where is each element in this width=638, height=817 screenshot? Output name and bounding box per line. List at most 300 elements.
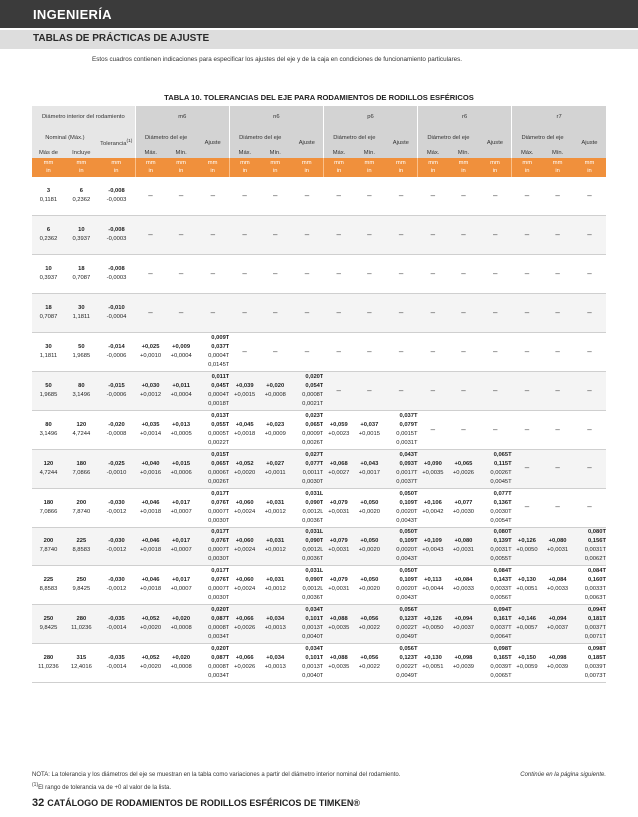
max-header: Máx.: [229, 148, 260, 158]
over-cell: 120 4,7244: [32, 449, 65, 488]
empty-cell: –: [573, 216, 606, 255]
fit-header: Ajuste: [385, 128, 418, 158]
shaft-max-cell: +0,046 +0,0018: [135, 488, 166, 527]
tolerance-cell: -0,010 -0,0004: [98, 294, 135, 333]
shaft-min-cell: +0,050 +0,0020: [354, 566, 385, 605]
shaft-min-cell: +0,031 +0,0012: [260, 527, 291, 566]
empty-cell: –: [323, 333, 354, 372]
over-cell: 10 0,3937: [32, 255, 65, 294]
shaft-min-cell: +0,037 +0,0015: [354, 410, 385, 449]
max-header: Máx.: [323, 148, 354, 158]
shaft-min-cell: +0,034 +0,0013: [260, 644, 291, 683]
empty-cell: –: [135, 177, 166, 216]
shaft-max-cell: +0,150 +0,0059: [512, 644, 543, 683]
unit-cell: mm in: [479, 158, 512, 177]
shaft-max-cell: +0,106 +0,0042: [418, 488, 449, 527]
group-header-n6: n6: [229, 106, 323, 128]
incl-cell: 6 0,2362: [65, 177, 98, 216]
empty-cell: –: [385, 216, 418, 255]
unit-cell: mm in: [512, 158, 543, 177]
incl-cell: 10 0,3937: [65, 216, 98, 255]
empty-cell: –: [196, 177, 229, 216]
fit-cell: 0,031L 0,090T 0,0012L 0,0036T: [291, 566, 324, 605]
unit-cell: mm in: [166, 158, 197, 177]
fit-cell: 0,043T 0,093T 0,0017T 0,0037T: [385, 449, 418, 488]
empty-cell: –: [479, 410, 512, 449]
over-cell: 280 11,0236: [32, 644, 65, 683]
shaft-max-cell: +0,079 +0,0031: [323, 566, 354, 605]
incl-cell: 280 11,0236: [65, 605, 98, 644]
over-cell: 225 8,8583: [32, 566, 65, 605]
fit-cell: 0,013T 0,055T 0,0005T 0,0022T: [196, 410, 229, 449]
empty-cell: –: [542, 255, 573, 294]
shaft-min-cell: +0,020 +0,0008: [166, 644, 197, 683]
shaft-max-cell: +0,030 +0,0012: [135, 371, 166, 410]
empty-cell: –: [512, 177, 543, 216]
fit-cell: 0,077T 0,136T 0,0030T 0,0054T: [479, 488, 512, 527]
incl-cell: 250 9,8425: [65, 566, 98, 605]
table-footnote: $^{(1)}$El rango de tolerancia va de +0 al valor de la lista.: [32, 782, 172, 791]
subsection-title: TABLAS DE PRÁCTICAS DE AJUSTE: [33, 33, 210, 44]
fit-cell: 0,056T 0,123T 0,0022T 0,0049T: [385, 644, 418, 683]
incl-cell: 180 7,0866: [65, 449, 98, 488]
empty-cell: –: [573, 410, 606, 449]
shaft-min-cell: +0,011 +0,0004: [166, 371, 197, 410]
empty-cell: –: [135, 294, 166, 333]
page-footer: [32, 797, 360, 809]
empty-cell: –: [418, 294, 449, 333]
empty-cell: –: [196, 255, 229, 294]
empty-cell: –: [573, 488, 606, 527]
empty-cell: –: [479, 371, 512, 410]
shaft-min-cell: +0,080 +0,0031: [448, 527, 479, 566]
shaft-min-cell: +0,031 +0,0012: [260, 488, 291, 527]
max-header: Máx.: [418, 148, 449, 158]
empty-cell: –: [385, 177, 418, 216]
table-body: [32, 177, 606, 683]
over-cell: 180 7,0866: [32, 488, 65, 527]
shaft-min-cell: +0,027 +0,0011: [260, 449, 291, 488]
empty-cell: –: [229, 333, 260, 372]
shaft-min-cell: +0,043 +0,0017: [354, 449, 385, 488]
shaft-max-cell: +0,052 +0,0020: [135, 605, 166, 644]
fit-cell: 0,094T 0,161T 0,0037T 0,0064T: [479, 605, 512, 644]
unit-cell: mm in: [229, 158, 260, 177]
empty-cell: –: [385, 371, 418, 410]
fit-cell: 0,031L 0,090T 0,0012L 0,0036T: [291, 527, 324, 566]
over-cell: 3 0,1181: [32, 177, 65, 216]
empty-cell: –: [448, 216, 479, 255]
tolerance-cell: -0,008 -0,0003: [98, 255, 135, 294]
incl-cell: 18 0,7087: [65, 255, 98, 294]
unit-cell: mm in: [542, 158, 573, 177]
shaft-min-cell: +0,050 +0,0020: [354, 488, 385, 527]
unit-cell: mm in: [65, 158, 98, 177]
empty-cell: –: [542, 294, 573, 333]
max-header: Máx.: [512, 148, 543, 158]
fit-cell: 0,034T 0,101T 0,0013T 0,0040T: [291, 644, 324, 683]
fit-header: Ajuste: [196, 128, 229, 158]
intro-text: Estos cuadros contienen indicaciones para especificar los ajustes del eje y de la caja en condiciones de funcionamiento particulares.: [92, 56, 462, 63]
shaft-max-cell: +0,088 +0,0035: [323, 644, 354, 683]
shaft-max-cell: +0,079 +0,0031: [323, 527, 354, 566]
empty-cell: –: [291, 177, 324, 216]
unit-cell: mm in: [291, 158, 324, 177]
tolerance-cell: -0,020 -0,0008: [98, 410, 135, 449]
fit-header: Ajuste: [291, 128, 324, 158]
incl-cell: 50 1,9685: [65, 333, 98, 372]
unit-cell: mm in: [196, 158, 229, 177]
group-header-p6: p6: [323, 106, 417, 128]
table-row: [32, 294, 606, 333]
fit-cell: 0,031L 0,090T 0,0012L 0,0036T: [291, 488, 324, 527]
empty-cell: –: [385, 255, 418, 294]
shaft-min-cell: +0,080 +0,0031: [542, 527, 573, 566]
incl-cell: 200 7,8740: [65, 488, 98, 527]
shaft-max-cell: +0,060 +0,0024: [229, 566, 260, 605]
empty-cell: –: [260, 294, 291, 333]
empty-cell: –: [166, 255, 197, 294]
table-row: [32, 644, 606, 683]
shaft-min-cell: +0,094 +0,0037: [448, 605, 479, 644]
empty-cell: –: [573, 177, 606, 216]
shaft-max-cell: +0,126 +0,0050: [512, 527, 543, 566]
shaft-min-cell: +0,020 +0,0008: [260, 371, 291, 410]
empty-cell: –: [448, 410, 479, 449]
empty-cell: –: [448, 371, 479, 410]
units-row: [32, 158, 606, 177]
tolerance-cell: -0,008 -0,0003: [98, 177, 135, 216]
table-row: [32, 216, 606, 255]
empty-cell: –: [229, 216, 260, 255]
shaft-min-cell: +0,098 +0,0039: [542, 644, 573, 683]
tolerance-cell: -0,035 -0,0014: [98, 644, 135, 683]
unit-cell: mm in: [573, 158, 606, 177]
over-cell: 200 7,8740: [32, 527, 65, 566]
over-cell: 30 1,1811: [32, 333, 65, 372]
tolerance-cell: -0,030 -0,0012: [98, 566, 135, 605]
empty-cell: –: [354, 294, 385, 333]
tolerance-table: [32, 106, 606, 683]
shaft-max-cell: +0,079 +0,0031: [323, 488, 354, 527]
table-row: [32, 488, 606, 527]
shaft-diameter-header: Diámetro del eje: [323, 128, 384, 148]
empty-cell: –: [418, 255, 449, 294]
empty-cell: –: [542, 449, 573, 488]
fit-cell: 0,056T 0,123T 0,0022T 0,0049T: [385, 605, 418, 644]
incl-cell: 225 8,8583: [65, 527, 98, 566]
shaft-max-cell: +0,045 +0,0018: [229, 410, 260, 449]
empty-cell: –: [573, 333, 606, 372]
shaft-max-cell: +0,046 +0,0018: [135, 527, 166, 566]
group-header-r6: r6: [418, 106, 512, 128]
shaft-max-cell: +0,040 +0,0016: [135, 449, 166, 488]
section-header: [0, 0, 638, 28]
empty-cell: –: [448, 333, 479, 372]
over-cell: 6 0,2362: [32, 216, 65, 255]
empty-cell: –: [323, 371, 354, 410]
catalog-title: CATÁLOGO DE RODAMIENTOS DE RODILLOS ESFÉRICOS DE TIMKEN®: [47, 798, 361, 808]
table-row: [32, 527, 606, 566]
unit-cell: mm in: [32, 158, 65, 177]
table-note: NOTA: La tolerancia y los diámetros del eje se muestran en la tabla como variaciones a partir del diámetro interior nominal del rodamiento.: [32, 772, 401, 778]
empty-cell: –: [260, 333, 291, 372]
shaft-max-cell: +0,025 +0,0010: [135, 333, 166, 372]
shaft-min-cell: +0,084 +0,0033: [542, 566, 573, 605]
fit-cell: 0,017T 0,076T 0,0007T 0,0030T: [196, 566, 229, 605]
empty-cell: –: [448, 255, 479, 294]
fit-cell: 0,034T 0,101T 0,0013T 0,0040T: [291, 605, 324, 644]
empty-cell: –: [573, 371, 606, 410]
over-cell: 50 1,9685: [32, 371, 65, 410]
empty-cell: –: [260, 177, 291, 216]
empty-cell: –: [418, 410, 449, 449]
unit-cell: mm in: [135, 158, 166, 177]
empty-cell: –: [542, 177, 573, 216]
tolerance-cell: -0,008 -0,0003: [98, 216, 135, 255]
shaft-min-cell: +0,015 +0,0006: [166, 449, 197, 488]
shaft-min-cell: +0,077 +0,0030: [448, 488, 479, 527]
shaft-min-cell: +0,094 +0,0037: [542, 605, 573, 644]
empty-cell: –: [229, 294, 260, 333]
shaft-max-cell: +0,090 +0,0035: [418, 449, 449, 488]
shaft-min-cell: +0,017 +0,0007: [166, 488, 197, 527]
empty-cell: –: [479, 294, 512, 333]
empty-cell: –: [196, 294, 229, 333]
empty-cell: –: [418, 177, 449, 216]
shaft-max-cell: +0,146 +0,0057: [512, 605, 543, 644]
empty-cell: –: [512, 488, 543, 527]
table-row: [32, 566, 606, 605]
empty-cell: –: [573, 294, 606, 333]
empty-cell: –: [291, 216, 324, 255]
empty-cell: –: [542, 333, 573, 372]
empty-cell: –: [512, 333, 543, 372]
shaft-max-cell: +0,039 +0,0015: [229, 371, 260, 410]
empty-cell: –: [135, 255, 166, 294]
shaft-max-cell: +0,060 +0,0024: [229, 488, 260, 527]
fit-header: Ajuste: [479, 128, 512, 158]
fit-cell: 0,065T 0,115T 0,0026T 0,0045T: [479, 449, 512, 488]
unit-cell: mm in: [98, 158, 135, 177]
table-row: [32, 333, 606, 372]
empty-cell: –: [229, 177, 260, 216]
min-header: Mín.: [542, 148, 573, 158]
table-row: [32, 605, 606, 644]
empty-cell: –: [542, 410, 573, 449]
incl-cell: 80 3,1496: [65, 371, 98, 410]
group-header-m6: m6: [135, 106, 229, 128]
unit-cell: mm in: [354, 158, 385, 177]
empty-cell: –: [418, 216, 449, 255]
fit-cell: 0,037T 0,079T 0,0015T 0,0031T: [385, 410, 418, 449]
fit-cell: 0,011T 0,045T 0,0004T 0,0018T: [196, 371, 229, 410]
shaft-max-cell: +0,046 +0,0018: [135, 566, 166, 605]
min-header: Mín.: [448, 148, 479, 158]
empty-cell: –: [323, 216, 354, 255]
group-header-r7: r7: [512, 106, 606, 128]
empty-cell: –: [542, 216, 573, 255]
empty-cell: –: [385, 333, 418, 372]
table-row: [32, 255, 606, 294]
empty-cell: –: [448, 177, 479, 216]
shaft-max-cell: +0,052 +0,0020: [135, 644, 166, 683]
unit-cell: mm in: [448, 158, 479, 177]
bore-diameter-header: Diámetro interior del rodamiento: [32, 106, 135, 128]
shaft-max-cell: +0,130 +0,0051: [418, 644, 449, 683]
subsection-header: [0, 30, 638, 49]
shaft-min-cell: +0,084 +0,0033: [448, 566, 479, 605]
empty-cell: –: [542, 488, 573, 527]
shaft-min-cell: +0,023 +0,0009: [260, 410, 291, 449]
empty-cell: –: [512, 449, 543, 488]
empty-cell: –: [512, 255, 543, 294]
fit-cell: 0,050T 0,109T 0,0020T 0,0043T: [385, 488, 418, 527]
fit-header: Ajuste: [573, 128, 606, 158]
table-row: [32, 371, 606, 410]
empty-cell: –: [479, 216, 512, 255]
shaft-min-cell: +0,098 +0,0039: [448, 644, 479, 683]
incl-cell: 120 4,7244: [65, 410, 98, 449]
empty-cell: –: [448, 294, 479, 333]
shaft-min-cell: +0,017 +0,0007: [166, 527, 197, 566]
empty-cell: –: [323, 255, 354, 294]
shaft-diameter-header: Diámetro del eje: [229, 128, 290, 148]
fit-cell: 0,094T 0,181T 0,0037T 0,0071T: [573, 605, 606, 644]
min-header: Mín.: [354, 148, 385, 158]
fit-cell: 0,020T 0,054T 0,0008T 0,0021T: [291, 371, 324, 410]
empty-cell: –: [260, 216, 291, 255]
empty-cell: –: [291, 294, 324, 333]
shaft-min-cell: +0,050 +0,0020: [354, 527, 385, 566]
fit-cell: 0,020T 0,087T 0,0008T 0,0034T: [196, 605, 229, 644]
min-header: Mín.: [260, 148, 291, 158]
table-row: [32, 449, 606, 488]
shaft-max-cell: +0,035 +0,0014: [135, 410, 166, 449]
tolerance-cell: -0,025 -0,0010: [98, 449, 135, 488]
unit-cell: mm in: [418, 158, 449, 177]
fit-cell: 0,015T 0,065T 0,0006T 0,0026T: [196, 449, 229, 488]
unit-cell: mm in: [385, 158, 418, 177]
empty-cell: –: [354, 177, 385, 216]
tolerance-cell: -0,035 -0,0014: [98, 605, 135, 644]
shaft-max-cell: +0,109 +0,0043: [418, 527, 449, 566]
shaft-min-cell: +0,013 +0,0005: [166, 410, 197, 449]
over-cell: 80 3,1496: [32, 410, 65, 449]
max-header: Máx.: [135, 148, 166, 158]
fit-cell: 0,098T 0,185T 0,0039T 0,0073T: [573, 644, 606, 683]
fit-cell: 0,080T 0,139T 0,0031T 0,0055T: [479, 527, 512, 566]
shaft-min-cell: +0,034 +0,0013: [260, 605, 291, 644]
section-title: INGENIERÍA: [33, 7, 112, 22]
empty-cell: –: [354, 255, 385, 294]
empty-cell: –: [291, 333, 324, 372]
empty-cell: –: [166, 216, 197, 255]
shaft-min-cell: +0,065 +0,0026: [448, 449, 479, 488]
empty-cell: –: [354, 216, 385, 255]
incl-cell: 30 1,1811: [65, 294, 98, 333]
nominal-header: Nominal (Máx.): [32, 128, 98, 148]
table-row: [32, 410, 606, 449]
fit-cell: 0,084T 0,143T 0,0033T 0,0056T: [479, 566, 512, 605]
empty-cell: –: [418, 371, 449, 410]
incl-cell: 315 12,4016: [65, 644, 98, 683]
empty-cell: –: [479, 177, 512, 216]
unit-cell: mm in: [323, 158, 354, 177]
shaft-diameter-header: Diámetro del eje: [418, 128, 479, 148]
empty-cell: –: [135, 216, 166, 255]
empty-cell: –: [385, 294, 418, 333]
empty-cell: –: [542, 371, 573, 410]
tolerance-cell: -0,014 -0,0006: [98, 333, 135, 372]
shaft-min-cell: +0,056 +0,0022: [354, 644, 385, 683]
fit-cell: 0,009T 0,037T 0,0004T 0,0145T: [196, 333, 229, 372]
empty-cell: –: [512, 371, 543, 410]
shaft-max-cell: +0,088 +0,0035: [323, 605, 354, 644]
table-row: [32, 177, 606, 216]
fit-cell: 0,098T 0,165T 0,0039T 0,0065T: [479, 644, 512, 683]
empty-cell: –: [166, 177, 197, 216]
empty-cell: –: [354, 333, 385, 372]
shaft-max-cell: +0,059 +0,0023: [323, 410, 354, 449]
shaft-max-cell: +0,060 +0,0024: [229, 527, 260, 566]
shaft-max-cell: +0,066 +0,0026: [229, 605, 260, 644]
shaft-min-cell: +0,056 +0,0022: [354, 605, 385, 644]
empty-cell: –: [354, 371, 385, 410]
over-header: Más de: [32, 148, 65, 158]
shaft-max-cell: +0,113 +0,0044: [418, 566, 449, 605]
shaft-min-cell: +0,017 +0,0007: [166, 566, 197, 605]
empty-cell: –: [418, 333, 449, 372]
fit-cell: 0,080T 0,156T 0,0031T 0,0062T: [573, 527, 606, 566]
shaft-diameter-header: Diámetro del eje: [512, 128, 573, 148]
fit-cell: 0,027T 0,077T 0,0011T 0,0030T: [291, 449, 324, 488]
fit-cell: 0,017T 0,076T 0,0007T 0,0030T: [196, 488, 229, 527]
unit-cell: mm in: [260, 158, 291, 177]
tolerance-cell: -0,030 -0,0012: [98, 488, 135, 527]
empty-cell: –: [323, 294, 354, 333]
empty-cell: –: [512, 216, 543, 255]
shaft-max-cell: +0,052 +0,0020: [229, 449, 260, 488]
continue-note: Continúe en la página siguiente.: [520, 772, 606, 778]
incl-header: Incluye: [65, 148, 98, 158]
empty-cell: –: [166, 294, 197, 333]
empty-cell: –: [479, 255, 512, 294]
fit-cell: 0,023T 0,065T 0,0009T 0,0026T: [291, 410, 324, 449]
empty-cell: –: [196, 216, 229, 255]
shaft-min-cell: +0,020 +0,0008: [166, 605, 197, 644]
shaft-max-cell: +0,130 +0,0051: [512, 566, 543, 605]
shaft-min-cell: +0,031 +0,0012: [260, 566, 291, 605]
empty-cell: –: [479, 333, 512, 372]
empty-cell: –: [260, 255, 291, 294]
empty-cell: –: [291, 255, 324, 294]
empty-cell: –: [512, 294, 543, 333]
empty-cell: –: [229, 255, 260, 294]
tolerance-cell: -0,030 -0,0012: [98, 527, 135, 566]
shaft-diameter-header: Diámetro del eje: [135, 128, 196, 148]
fit-cell: 0,020T 0,087T 0,0008T 0,0034T: [196, 644, 229, 683]
empty-cell: –: [573, 449, 606, 488]
fit-cell: 0,017T 0,076T 0,0007T 0,0030T: [196, 527, 229, 566]
fit-cell: 0,050T 0,109T 0,0020T 0,0043T: [385, 527, 418, 566]
empty-cell: –: [573, 255, 606, 294]
fit-cell: 0,084T 0,160T 0,0033T 0,0063T: [573, 566, 606, 605]
empty-cell: –: [512, 410, 543, 449]
fit-cell: 0,050T 0,109T 0,0020T 0,0043T: [385, 566, 418, 605]
page-number: 32: [32, 797, 45, 809]
tolerance-header: Tolerancia$^{(1)}$: [98, 128, 135, 158]
